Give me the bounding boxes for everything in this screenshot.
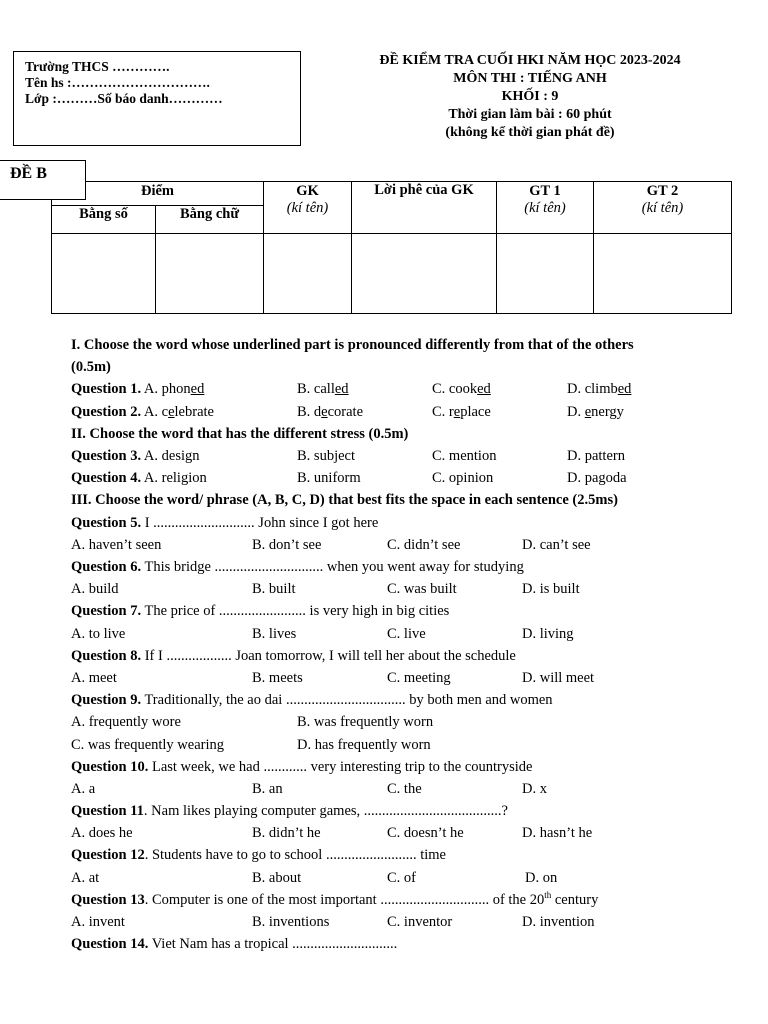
question-stem: [71, 689, 731, 711]
question-label: Question 2.: [71, 403, 142, 420]
exam-time: Thời gian làm bài : 60 phút: [448, 107, 612, 122]
question-row: [71, 378, 731, 400]
option-d[interactable]: D. pagoda: [567, 470, 627, 487]
exam-code: ĐỀ B: [0, 160, 86, 200]
gt1-header: [497, 182, 594, 234]
option-a[interactable]: A. frequently wore: [71, 714, 181, 731]
question-row: [71, 467, 731, 489]
option-a[interactable]: A. build: [71, 581, 119, 598]
score-number-cell[interactable]: [52, 234, 156, 314]
grade-table: [51, 181, 732, 314]
question-text: . Nam likes playing computer games, ......................................?: [143, 803, 508, 820]
question-label: Question 14.: [71, 936, 149, 953]
question-text: Last week, we had ............ very interesting trip to the countryside: [148, 758, 533, 775]
option-d[interactable]: D. can’t see: [522, 536, 591, 553]
diem-header: Điểm: [52, 182, 264, 206]
options-row: [71, 578, 731, 600]
gk-sign-label: (kí tên): [286, 200, 329, 216]
question-label: Question 5.: [71, 514, 142, 531]
options-row: [71, 623, 731, 645]
option-d[interactable]: D. x: [522, 780, 547, 797]
gk-label: GK: [296, 183, 319, 199]
question-label: Question 11: [71, 803, 144, 820]
option-b[interactable]: B. call: [297, 381, 335, 398]
exam-subject: MÔN THI : TIẾNG ANH: [453, 71, 607, 86]
options-row: [71, 778, 731, 800]
class-line: Lớp :………Số báo danh…………: [25, 91, 223, 106]
question-stem: [71, 645, 731, 667]
underlined-part: e: [584, 403, 592, 420]
question-label: Question 1.: [71, 381, 142, 398]
options-row: [71, 534, 731, 556]
gt2-header: [594, 182, 732, 234]
exam-content: [71, 334, 731, 955]
question-text-rest: century: [551, 891, 599, 908]
option-a[interactable]: A. design: [143, 447, 200, 464]
question-text: The price of ........................ is very high in big cities: [141, 603, 450, 620]
option-b[interactable]: B. didn’t he: [252, 825, 321, 842]
section-3-title: III. Choose the word/ phrase (A, B, C, D) that best fits the space in each sentence (2.5ms): [71, 492, 618, 509]
option-a[interactable]: A. meet: [71, 669, 117, 686]
option-a[interactable]: A. at: [71, 869, 100, 886]
option-d-rest: nergy: [591, 403, 624, 420]
option-c[interactable]: C. didn’t see: [387, 536, 461, 553]
option-d[interactable]: D. climb: [567, 381, 618, 398]
option-c[interactable]: C. meeting: [387, 669, 451, 686]
section-1-points: (0.5m): [71, 359, 111, 376]
option-a[interactable]: A. a: [71, 780, 96, 797]
question-stem: [71, 556, 731, 578]
option-c[interactable]: C. mention: [432, 447, 497, 464]
option-d[interactable]: D. is built: [522, 581, 580, 598]
option-a[interactable]: A. c: [143, 403, 169, 420]
name-line: Tên hs :………………………….: [25, 75, 210, 90]
option-b[interactable]: B. lives: [252, 625, 297, 642]
option-b[interactable]: B. about: [252, 869, 302, 886]
question-text: I ............................ John since I got here: [141, 514, 379, 531]
question-label: Question 8.: [71, 647, 142, 664]
option-c[interactable]: C. of: [387, 869, 416, 886]
underlined-part: ed: [477, 381, 491, 398]
gt1-label: GT 1: [529, 183, 561, 199]
score-words-cell[interactable]: [156, 234, 264, 314]
exam-title: ĐỀ KIỂM TRA CUỐI HKI NĂM HỌC 2023-2024: [379, 53, 681, 68]
question-row: [71, 401, 731, 423]
comment-header: Lời phê của GK: [352, 182, 497, 234]
options-row: [71, 711, 731, 733]
underlined-part: e: [168, 403, 175, 420]
question-stem: [71, 933, 731, 955]
option-b[interactable]: B. subject: [297, 447, 355, 464]
option-b[interactable]: B. meets: [252, 669, 303, 686]
question-stem: [71, 800, 731, 822]
option-d[interactable]: D. hasn’t he: [522, 825, 593, 842]
gt1-sign-label: (kí tên): [524, 200, 566, 216]
underlined-part: ed: [617, 381, 632, 398]
option-a-rest: lebrate: [174, 403, 214, 420]
option-b[interactable]: B. inventions: [252, 914, 330, 931]
options-row: [71, 667, 731, 689]
superscript: th: [544, 890, 552, 901]
gt2-sign-label: (kí tên): [641, 200, 684, 216]
option-b[interactable]: B. an: [252, 780, 283, 797]
question-label: Question 6.: [71, 558, 142, 575]
question-label: Question 12: [71, 847, 145, 864]
question-stem: [71, 600, 731, 622]
question-text: Viet Nam has a tropical .............................: [148, 936, 398, 953]
option-b[interactable]: B. uniform: [297, 470, 361, 487]
gt1-sign-cell[interactable]: [497, 234, 594, 314]
options-row: [71, 911, 731, 933]
question-text: . Computer is one of the most important .............................. of the 20: [144, 891, 545, 908]
option-b[interactable]: B. built: [252, 581, 296, 598]
gk-sign-cell[interactable]: [264, 234, 352, 314]
option-c[interactable]: C. cook: [432, 381, 478, 398]
options-row: [71, 867, 731, 889]
question-stem: [71, 512, 731, 534]
underlined-part: e: [453, 403, 461, 420]
section-2-title: II. Choose the word that has the different stress (0.5m): [71, 425, 409, 442]
option-c-rest: place: [460, 403, 491, 420]
option-d[interactable]: D. on: [525, 869, 558, 886]
gk-header: [264, 182, 352, 234]
option-c[interactable]: C. the: [387, 780, 422, 797]
question-label: Question 7.: [71, 603, 142, 620]
question-row: [71, 445, 731, 467]
option-a[interactable]: A. to live: [71, 625, 126, 642]
option-b[interactable]: B. was frequently worn: [297, 714, 434, 731]
option-d[interactable]: D. invention: [522, 914, 595, 931]
option-b[interactable]: B. don’t see: [252, 536, 322, 553]
option-c[interactable]: C. opinion: [432, 470, 494, 487]
section-1-title: I. Choose the word whose underlined part is pronounced differently from that of the others: [71, 337, 634, 353]
options-row: [71, 734, 731, 756]
option-c[interactable]: C. inventor: [387, 914, 453, 931]
question-label: Question 13: [71, 891, 145, 908]
question-stem: [71, 844, 731, 866]
option-b-rest: corate: [327, 403, 364, 420]
question-stem: [71, 756, 731, 778]
question-label: Question 4.: [71, 470, 142, 487]
option-c[interactable]: C. was frequently wearing: [71, 736, 225, 753]
gt2-sign-cell[interactable]: [594, 234, 732, 314]
bang-so-header: Bằng số: [52, 206, 156, 234]
question-text: Traditionally, the ao dai ................................. by both men and women: [141, 692, 553, 709]
option-d[interactable]: D. will meet: [522, 669, 595, 686]
option-c[interactable]: C. r: [432, 403, 454, 420]
underlined-part: ed: [190, 381, 205, 398]
exam-note: (không kể thời gian phát đề): [445, 125, 615, 140]
question-label: Question 10.: [71, 758, 149, 775]
option-a[interactable]: A. does he: [71, 825, 133, 842]
option-a[interactable]: A. invent: [71, 914, 125, 931]
option-d[interactable]: D. pattern: [567, 447, 625, 464]
gt2-label: GT 2: [646, 183, 679, 199]
question-label: Question 3.: [71, 447, 142, 464]
option-b[interactable]: B. d: [297, 403, 322, 420]
student-info-box: [13, 51, 301, 146]
option-c[interactable]: C. live: [387, 625, 426, 642]
underlined-part: ed: [334, 381, 349, 398]
underlined-part: e: [321, 403, 328, 420]
option-c[interactable]: C. doesn’t he: [387, 825, 464, 842]
comment-cell[interactable]: [352, 234, 497, 314]
bang-chu-header: Bằng chữ: [156, 206, 264, 234]
option-c[interactable]: C. was built: [387, 581, 457, 598]
options-row: [71, 822, 731, 844]
exam-header: [330, 52, 730, 142]
exam-grade: KHỐI : 9: [501, 89, 559, 104]
question-text: . Students have to go to school ......................... time: [144, 847, 446, 864]
option-a[interactable]: A. phon: [143, 381, 191, 398]
option-d[interactable]: D. living: [522, 625, 574, 642]
option-a[interactable]: A. haven’t seen: [71, 536, 162, 553]
option-a[interactable]: A. religion: [143, 470, 207, 487]
question-text: If I .................. Joan tomorrow, I will tell her about the schedule: [141, 647, 516, 664]
school-line: Trường THCS ………….: [25, 59, 170, 74]
question-text: This bridge .............................. when you went away for studying: [141, 558, 524, 575]
question-label: Question 9.: [71, 692, 142, 709]
question-stem: [71, 889, 731, 911]
option-d[interactable]: D.: [567, 403, 585, 420]
option-d[interactable]: D. has frequently worn: [297, 736, 431, 753]
